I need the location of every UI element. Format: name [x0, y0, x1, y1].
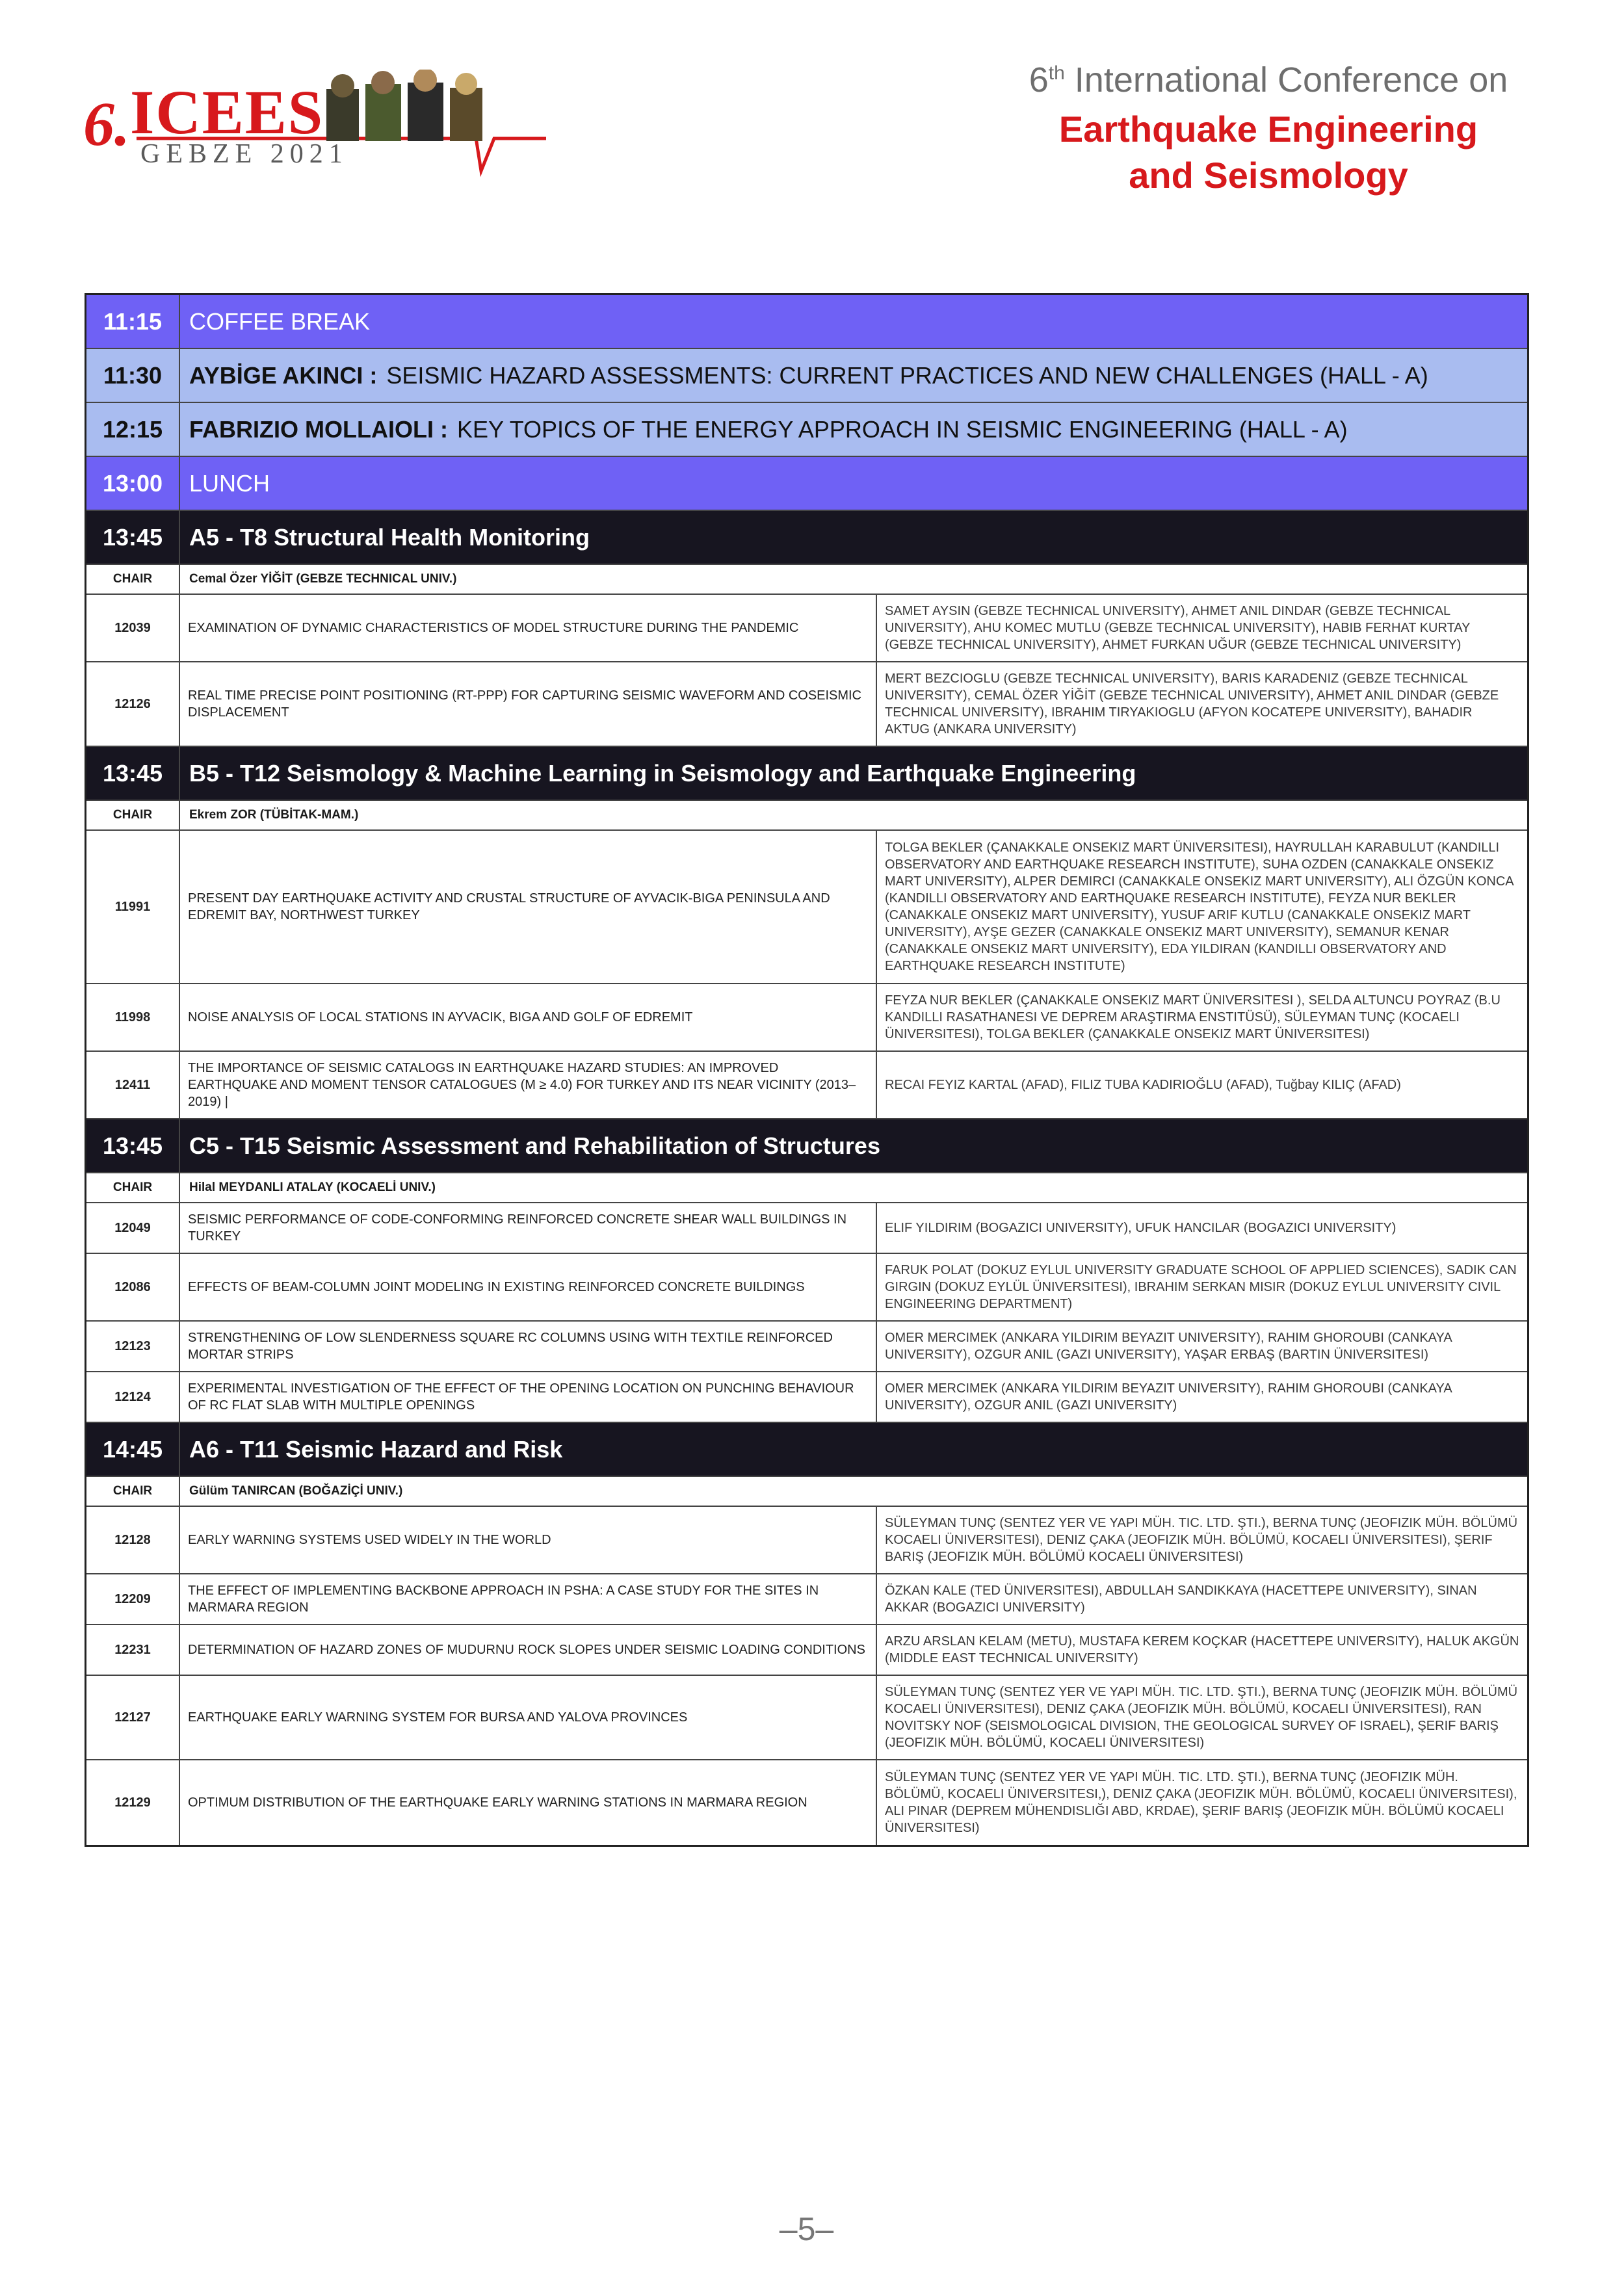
- paper-authors: MERT BEZCIOGLU (GEBZE TECHNICAL UNIVERSITY), BARIS KARADENIZ (GEBZE TECHNICAL UNIVERSITY), CEMAL ÖZER YİĞİT (GEBZE TECHNICAL UNIVERSITY), AHMET ANIL DINDAR (GEBZE TECHNICAL UNIVERSITY), IBRAHIM TIRYAKIOGLU (AFYON KOCATEPE UNIVERSITY), BAHADIR AKTUG (ANKARA UNIVERSITY): [885, 672, 1499, 737]
- paper-row: [86, 1203, 1527, 1254]
- paper-id: 11998: [86, 984, 180, 1050]
- session-time: 13:00: [86, 457, 180, 510]
- conference-title-line1: 6th International Conference on: [1029, 60, 1508, 99]
- paper-id: 12128: [86, 1507, 180, 1573]
- paper-row: [86, 984, 1527, 1052]
- paper-authors: SAMET AYSIN (GEBZE TECHNICAL UNIVERSITY), AHMET ANIL DINDAR (GEBZE TECHNICAL UNIVERSITY), AHU KOMEC MUTLU (GEBZE TECHNICAL UNIVERSITY), HABIB FERHAT KURTAY (GEBZE TECHNICAL UNIVERSITY), AHMET FURKAN UĞUR (GEBZE TECHNICAL UNIVERSITY): [885, 604, 1471, 652]
- paper-row: [86, 1760, 1527, 1845]
- paper-title: SEISMIC PERFORMANCE OF CODE-CONFORMING REINFORCED CONCRETE SHEAR WALL BUILDINGS IN TURKEY: [180, 1203, 877, 1253]
- paper-id: 12039: [86, 595, 180, 661]
- session-header-row: [86, 295, 1527, 349]
- chair-label: CHAIR: [86, 801, 180, 829]
- session-time: 14:45: [86, 1423, 180, 1476]
- chair-name: Cemal Özer YİĞİT (GEBZE TECHNICAL UNIV.): [189, 572, 457, 586]
- speaker-name: AYBİGE AKINCI :: [189, 361, 378, 389]
- paper-id: 12126: [86, 662, 180, 746]
- logo-subtitle: GEBZE 2021: [140, 139, 348, 169]
- paper-title: EFFECTS OF BEAM-COLUMN JOINT MODELING IN EXISTING REINFORCED CONCRETE BUILDINGS: [180, 1254, 877, 1320]
- paper-authors: OMER MERCIMEK (ANKARA YILDIRIM BEYAZIT UNIVERSITY), RAHIM GHOROUBI (CANKAYA UNIVERSITY), OZGUR ANIL (GAZI UNIVERSITY): [885, 1381, 1452, 1413]
- session-time: 13:45: [86, 747, 180, 800]
- chair-name: Hilal MEYDANLI ATALAY (KOCAELİ UNIV.): [189, 1181, 436, 1194]
- paper-id: 12049: [86, 1203, 180, 1253]
- paper-authors: SÜLEYMAN TUNÇ (SENTEZ YER VE YAPI MÜH. TIC. LTD. ŞTI.), BERNA TUNÇ (JEOFIZIK MÜH. BÖLÜMÜ KOCAELI ÜNIVERSITESI), DENIZ ÇAKA (JEOFIZIK MÜH. BÖLÜMÜ, KOCAELI ÜNIVERSITESI), ŞERIF BARIŞ (JEOFIZIK MÜH. BÖLÜMÜ KOCAELI ÜNIVERSITESI): [885, 1516, 1518, 1564]
- session-time: 13:45: [86, 1119, 180, 1172]
- paper-row: [86, 1676, 1527, 1760]
- page-number: –5–: [779, 2211, 834, 2247]
- session-time: 11:15: [86, 295, 180, 348]
- session-title: [180, 403, 1527, 456]
- paper-title: NOISE ANALYSIS OF LOCAL STATIONS IN AYVACIK, BIGA AND GOLF OF EDREMIT: [180, 984, 877, 1050]
- paper-id: 12411: [86, 1052, 180, 1118]
- paper-id: 12124: [86, 1372, 180, 1422]
- paper-authors: RECAI FEYIZ KARTAL (AFAD), FILIZ TUBA KADIRIOĞLU (AFAD), Tuğbay KILIÇ (AFAD): [885, 1078, 1401, 1092]
- paper-id: 11991: [86, 831, 180, 983]
- paper-id: 12123: [86, 1322, 180, 1371]
- paper-row: [86, 831, 1527, 984]
- conference-title-line2: Earthquake Engineering: [1058, 109, 1478, 150]
- paper-title: STRENGTHENING OF LOW SLENDERNESS SQUARE RC COLUMNS USING WITH TEXTILE REINFORCED MORTAR STRIPS: [180, 1322, 877, 1371]
- paper-title: REAL TIME PRECISE POINT POSITIONING (RT-PPP) FOR CAPTURING SEISMIC WAVEFORM AND COSEISMIC DISPLACEMENT: [180, 662, 877, 746]
- conference-logo: [78, 62, 546, 185]
- speaker-name: FABRIZIO MOLLAIOLI :: [189, 415, 448, 443]
- paper-id: 12127: [86, 1676, 180, 1759]
- session-header-row: [86, 457, 1527, 511]
- session-header-row: [86, 511, 1527, 565]
- paper-title: EXPERIMENTAL INVESTIGATION OF THE EFFECT OF THE OPENING LOCATION ON PUNCHING BEHAVIOUR OF RC FLAT SLAB WITH MULTIPLE OPENINGS: [180, 1372, 877, 1422]
- paper-title: DETERMINATION OF HAZARD ZONES OF MUDURNU ROCK SLOPES UNDER SEISMIC LOADING CONDITIONS: [180, 1625, 877, 1675]
- session-time: 11:30: [86, 349, 180, 402]
- paper-authors: ARZU ARSLAN KELAM (METU), MUSTAFA KEREM KOÇKAR (HACETTEPE UNIVERSITY), HALUK AKGÜN (MIDDLE EAST TECHNICAL UNIVERSITY): [885, 1634, 1519, 1665]
- session-text: B5 - T12 Seismology & Machine Learning in Seismology and Earthquake Engineering: [189, 759, 1136, 787]
- paper-row: [86, 1507, 1527, 1574]
- session-title: [180, 1423, 1527, 1476]
- chair-row: [86, 1173, 1527, 1203]
- chair-name: Gülüm TANIRCAN (BOĞAZİÇİ UNIV.): [189, 1484, 403, 1498]
- paper-title: THE EFFECT OF IMPLEMENTING BACKBONE APPROACH IN PSHA: A CASE STUDY FOR THE SITES IN MARMARA REGION: [180, 1574, 877, 1624]
- session-title: [180, 747, 1527, 800]
- people-illustration-icon: [320, 70, 515, 148]
- paper-row: [86, 1254, 1527, 1322]
- session-text: C5 - T15 Seismic Assessment and Rehabilitation of Structures: [189, 1132, 880, 1159]
- conference-title-line3: and Seismology: [1129, 155, 1408, 196]
- paper-title: EXAMINATION OF DYNAMIC CHARACTERISTICS OF MODEL STRUCTURE DURING THE PANDEMIC: [180, 595, 877, 661]
- paper-row: [86, 1322, 1527, 1372]
- schedule-table: [85, 293, 1529, 1847]
- session-text: LUNCH: [189, 469, 270, 497]
- chair-row: [86, 565, 1527, 595]
- conference-title: [1002, 60, 1535, 196]
- logo-number: 6.: [83, 89, 130, 159]
- session-title: [180, 511, 1527, 564]
- paper-authors: OMER MERCIMEK (ANKARA YILDIRIM BEYAZIT UNIVERSITY), RAHIM GHOROUBI (CANKAYA UNIVERSITY), OZGUR ANIL (GAZI UNIVERSITY), YAŞAR ERBAŞ (BARTIN ÜNIVERSITESI): [885, 1331, 1452, 1362]
- paper-authors: FARUK POLAT (DOKUZ EYLUL UNIVERSITY GRADUATE SCHOOL OF APPLIED SCIENCES), SADIK CAN GIRGIN (DOKUZ EYLÜL ÜNIVERSITESI), IBRAHIM SERKAN MISIR (DOKUZ EYLUL UNIVERSITY CIVIL ENGINEERING DEPARTMENT): [885, 1263, 1517, 1311]
- paper-id: 12086: [86, 1254, 180, 1320]
- chair-label: CHAIR: [86, 1173, 180, 1202]
- session-header-row: [86, 747, 1527, 801]
- chair-name: Ekrem ZOR (TÜBİTAK-MAM.): [189, 808, 359, 822]
- chair-row: [86, 801, 1527, 831]
- chair-label: CHAIR: [86, 565, 180, 594]
- paper-title: EARTHQUAKE EARLY WARNING SYSTEM FOR BURSA AND YALOVA PROVINCES: [180, 1676, 877, 1759]
- logo-name: ICEES: [130, 77, 324, 147]
- paper-authors: ELIF YILDIRIM (BOGAZICI UNIVERSITY), UFUK HANCILAR (BOGAZICI UNIVERSITY): [885, 1221, 1397, 1235]
- session-time: 12:15: [86, 403, 180, 456]
- chair-row: [86, 1477, 1527, 1507]
- session-title: [180, 457, 1527, 510]
- paper-title: OPTIMUM DISTRIBUTION OF THE EARTHQUAKE EARLY WARNING STATIONS IN MARMARA REGION: [180, 1760, 877, 1845]
- paper-authors: FEYZA NUR BEKLER (ÇANAKKALE ONSEKIZ MART ÜNIVERSITESI ), SELDA ALTUNCU POYRAZ (B.U KANDILLI RASATHANESI VE DEPREM ARAŞTIRMA ENSTITÜSÜ), SÜLEYMAN TUNÇ (KOCAELI ÜNIVERSITESI), TOLGA BEKLER (ÇANAKKALE ONSEKIZ MART ÜNIVERSITESI): [885, 993, 1501, 1041]
- session-title: [180, 349, 1527, 402]
- paper-authors: TOLGA BEKLER (ÇANAKKALE ONSEKIZ MART ÜNIVERSITESI), HAYRULLAH KARABULUT (KANDILLI OBSERVATORY AND EARTHQUAKE RESEARCH INSTITUTE), SUHA OZDEN (CANAKKALE ONSEKIZ MART UNIVERSITY), ALPER DEMIRCI (CANAKKALE ONSEKIZ MART UNIVERSITY), ALI ÖZGÜN KONCA (KANDILLI OBSERVATORY AND EARTHQUAKE RESEARCH INSTITUTE), FEYZA NUR BEKLER (CANAKKALE ONSEKIZ MART UNIVERSITY), YUSUF ARIF KUTLU (CANAKKALE ONSEKIZ MART UNIVERSITY), AYŞE GEZER (CANAKKALE ONSEKIZ MART UNIVERSITY), SEMANUR KENAR (CANAKKALE ONSEKIZ MART UNIVERSITY), EDA YILDIRAN (KANDILLI OBSERVATORY AND EARTHQUAKE RESEARCH INSTITUTE): [885, 841, 1514, 973]
- paper-row: [86, 1625, 1527, 1676]
- paper-authors: SÜLEYMAN TUNÇ (SENTEZ YER VE YAPI MÜH. TIC. LTD. ŞTI.), BERNA TUNÇ (JEOFIZIK MÜH. BÖLÜMÜ KOCAELI ÜNIVERSITESI), DENIZ ÇAKA (JEOFIZIK MÜH. BÖLÜMÜ, KOCAELI ÜNIVERSITESI), RAN NOVITSKY NOF (SEISMOLOGICAL DIVISION, THE GEOLOGICAL SURVEY OF ISRAEL), ŞERIF BARIŞ (JEOFIZIK MÜH. BÖLÜMÜ, KOCAELI ÜNIVERSITESI): [885, 1685, 1518, 1750]
- session-text: KEY TOPICS OF THE ENERGY APPROACH IN SEISMIC ENGINEERING (HALL - A): [456, 415, 1348, 443]
- paper-row: [86, 662, 1527, 747]
- paper-row: [86, 1052, 1527, 1119]
- paper-id: 12231: [86, 1625, 180, 1675]
- session-title: [180, 295, 1527, 348]
- session-title: [180, 1119, 1527, 1172]
- paper-id: 12209: [86, 1574, 180, 1624]
- paper-title: PRESENT DAY EARTHQUAKE ACTIVITY AND CRUSTAL STRUCTURE OF AYVACIK-BIGA PENINSULA AND EDREMIT BAY, NORTHWEST TURKEY: [180, 831, 877, 983]
- paper-row: [86, 1372, 1527, 1423]
- paper-authors: ÖZKAN KALE (TED ÜNIVERSITESI), ABDULLAH SANDIKKAYA (HACETTEPE UNIVERSITY), SINAN AKKAR (BOGAZICI UNIVERSITY): [885, 1584, 1477, 1615]
- session-time: 13:45: [86, 511, 180, 564]
- session-text: COFFEE BREAK: [189, 307, 371, 335]
- session-text: A6 - T11 Seismic Hazard and Risk: [189, 1435, 563, 1463]
- paper-title: THE IMPORTANCE OF SEISMIC CATALOGS IN EARTHQUAKE HAZARD STUDIES: AN IMPROVED EARTHQUAKE AND MOMENT TENSOR CATALOGUES (M ≥ 4.0) FOR TURKEY AND ITS NEAR VICINITY (2013–2019) |: [180, 1052, 877, 1118]
- chair-label: CHAIR: [86, 1477, 180, 1506]
- session-header-row: [86, 1119, 1527, 1173]
- session-header-row: [86, 1423, 1527, 1477]
- paper-row: [86, 595, 1527, 662]
- paper-authors: SÜLEYMAN TUNÇ (SENTEZ YER VE YAPI MÜH. TIC. LTD. ŞTI.), BERNA TUNÇ (JEOFIZIK MÜH. BÖLÜMÜ, KOCAELI ÜNIVERSITESI,), DENIZ ÇAKA (JEOFIZIK MÜH. BÖLÜMÜ, KOCAELI ÜNIVERSITESI), ALI PINAR (DEPREM MÜHENDISLIĞI ABD, KRDAE), ŞERIF BARIŞ (JEOFIZIK MÜH. BÖLÜMÜ KOCAELI ÜNIVERSITESI): [885, 1770, 1517, 1835]
- paper-id: 12129: [86, 1760, 180, 1845]
- paper-title: EARLY WARNING SYSTEMS USED WIDELY IN THE WORLD: [180, 1507, 877, 1573]
- session-header-row: [86, 349, 1527, 403]
- session-header-row: [86, 403, 1527, 457]
- session-text: A5 - T8 Structural Health Monitoring: [189, 523, 590, 551]
- session-text: SEISMIC HAZARD ASSESSMENTS: CURRENT PRACTICES AND NEW CHALLENGES (HALL - A): [386, 361, 1428, 389]
- paper-row: [86, 1574, 1527, 1625]
